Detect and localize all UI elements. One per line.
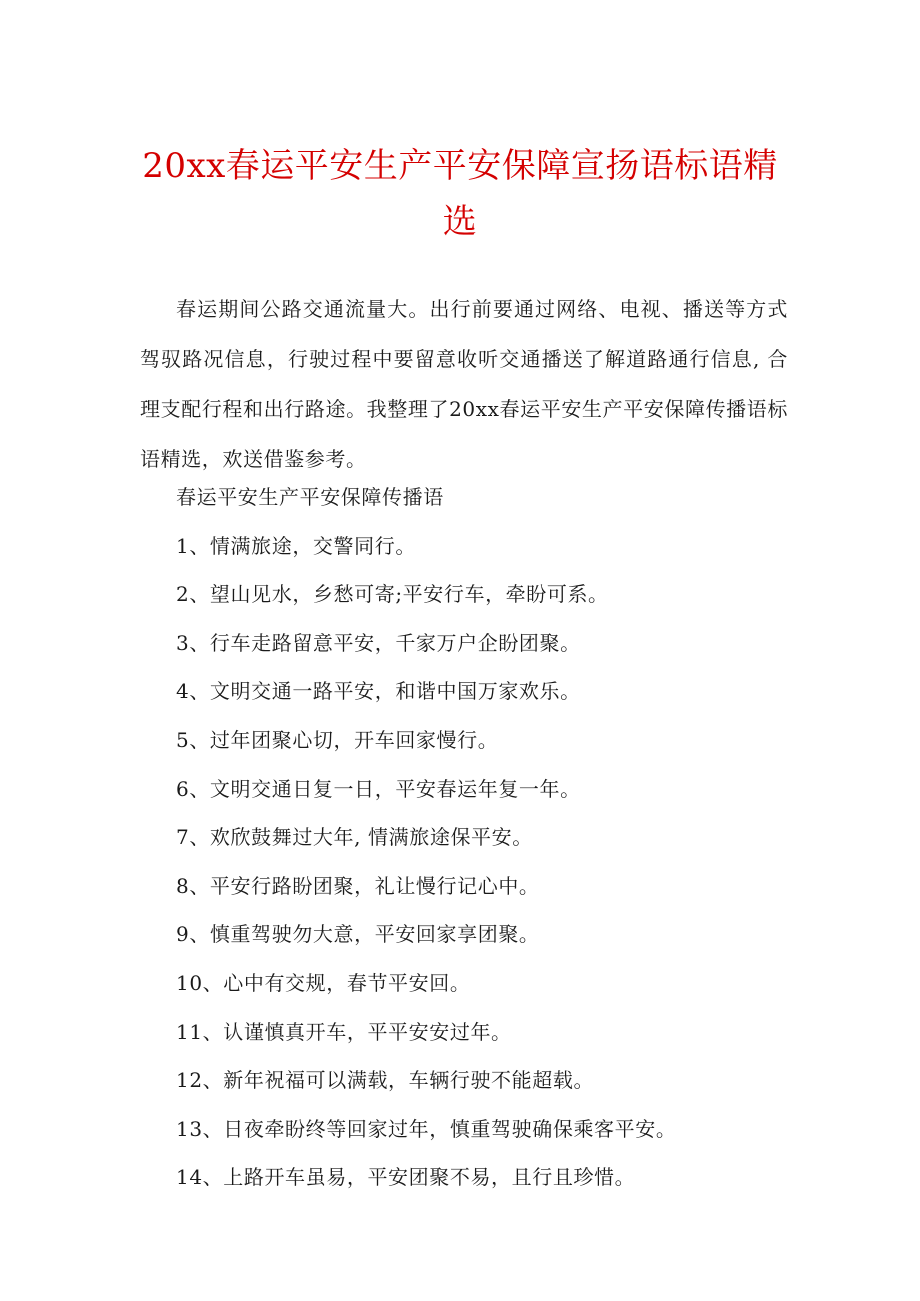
list-item: 2、望山见水，乡愁可寄;平安行车，牵盼可系。 bbox=[176, 582, 609, 607]
slogan-list bbox=[176, 473, 676, 1202]
list-item: 11、认谨慎真开车，平平安安过年。 bbox=[176, 1019, 512, 1044]
list-item: 13、日夜牵盼终等回家过年，慎重驾驶确保乘客平安。 bbox=[176, 1116, 677, 1141]
list-item: 14、上路开车虽易，平安团聚不易，且行且珍惜。 bbox=[176, 1165, 636, 1190]
intro-paragraph: 春运期间公路交通流量大。出行前要通过网络、电视、播送等方式驾驭路况信息，行驶过程中要留意收听交通播送了解道路通行信息, 合理支配行程和出行路途。我整理了20xx春运平安生产平安保障传播语标语精选，欢送借鉴参考。 bbox=[140, 297, 788, 471]
list-item: 3、行车走路留意平安，千家万户企盼团聚。 bbox=[176, 630, 581, 655]
list-item: 4、文明交通一路平安，和谐中国万家欢乐。 bbox=[176, 679, 581, 704]
list-item: 9、慎重驾驶勿大意，平安回家享团聚。 bbox=[176, 922, 540, 947]
list-item: 5、过年团聚心切，开车回家慢行。 bbox=[176, 727, 499, 752]
list-item: 7、欢欣鼓舞过大年, 情满旅途保平安。 bbox=[176, 825, 533, 850]
list-item: 8、平安行路盼团聚，礼让慢行记心中。 bbox=[176, 873, 540, 898]
list-item: 12、新年祝福可以满载，车辆行驶不能超载。 bbox=[176, 1068, 595, 1093]
list-item: 10、心中有交规，春节平安回。 bbox=[176, 970, 471, 995]
list-item: 1、情满旅途，交警同行。 bbox=[176, 533, 416, 558]
section-heading: 春运平安生产平安保障传播语 bbox=[176, 485, 444, 509]
title-line-2: 选 bbox=[442, 202, 478, 242]
title-line-1: 20xx春运平安生产平安保障宣扬语标语精 bbox=[142, 146, 778, 186]
document-title bbox=[120, 138, 800, 250]
list-item: 6、文明交通日复一日，平安春运年复一年。 bbox=[176, 776, 581, 801]
